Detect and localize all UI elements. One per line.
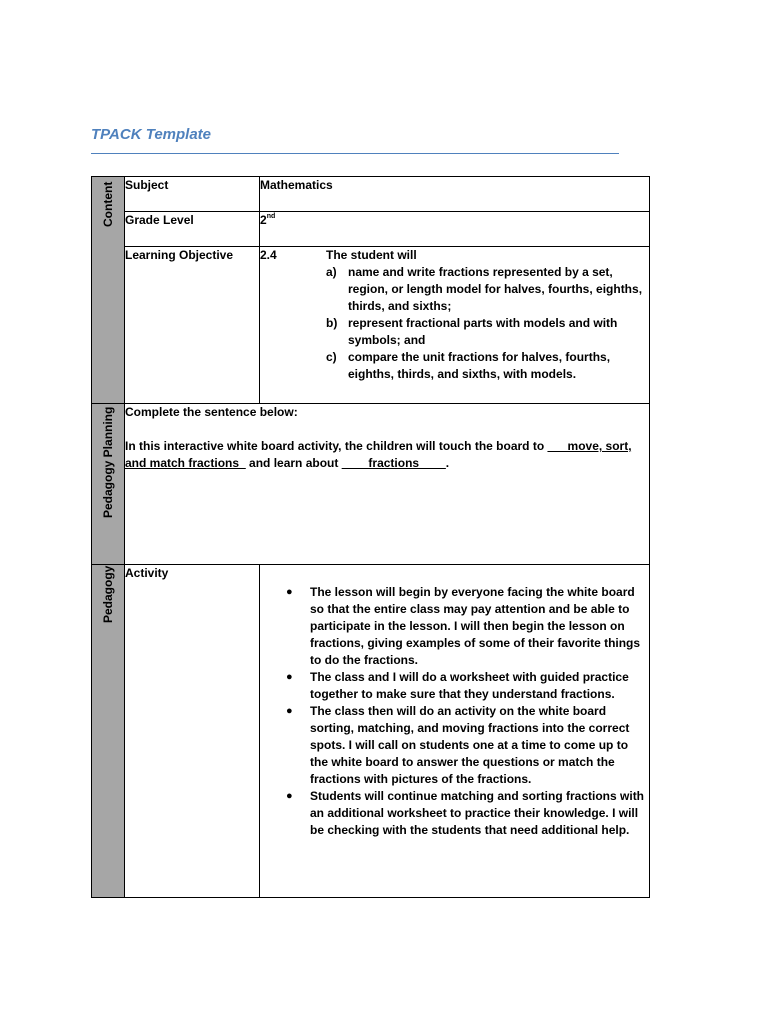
activity-text: The class then will do an activity on the white board sorting, matching, and moving fractions into the correct spots. I will call on students one at a time to come up to the white board to answer the questions or match the fractions with pictures of the fractions. — [310, 704, 630, 786]
activity-item — [286, 788, 649, 839]
objective-marker: b) — [326, 316, 338, 330]
activity-text: The class and I will do a worksheet with guided practice together to make sure that they understand fractions. — [310, 670, 629, 701]
activity-label: Activity — [125, 565, 260, 898]
blank-activity: ___move, sort, and match fractions_ — [125, 439, 632, 470]
grade-row — [92, 212, 650, 247]
document-title: TPACK Template — [91, 126, 212, 143]
activity-text: Students will continue matching and sorting fractions with an additional worksheet to practice their knowledge. I will be checking with the students that need additional help. — [310, 789, 645, 837]
activity-list — [286, 584, 649, 839]
objective-row — [92, 247, 650, 404]
objective-item — [326, 349, 649, 383]
grade-suffix: nd — [266, 213, 276, 220]
bullet-icon: ● — [286, 671, 293, 683]
subject-label: Subject — [125, 177, 260, 212]
activity-item — [286, 703, 649, 788]
activity-item — [286, 584, 649, 669]
objective-head — [260, 247, 649, 264]
subject-row — [92, 177, 650, 212]
bullet-icon: ● — [286, 586, 293, 598]
content-section-label: Content — [101, 181, 115, 227]
objective-intro: The student will — [326, 248, 417, 262]
activity-text: The lesson will begin by everyone facing the white board so that the entire class may pay attention and be able to participate in the lesson. I will then begin the lesson on fractions, giving examples of some of their favorite things to do the fractions. — [310, 585, 641, 667]
sentence-part2: and learn about — [245, 456, 342, 470]
objective-text: represent fractional parts with models and with symbols; and — [348, 316, 618, 347]
bullet-icon: ● — [286, 705, 293, 717]
sentence-end: . — [445, 456, 450, 470]
tpack-table — [91, 176, 650, 898]
objective-item — [326, 315, 649, 349]
sentence-part1: In this interactive white board activity, the children will touch the board to — [125, 439, 548, 453]
pedagogy-planning-band — [92, 404, 125, 565]
planning-row — [92, 404, 650, 565]
grade-label: Grade Level — [125, 212, 260, 247]
spacer — [125, 421, 649, 438]
objective-label: Learning Objective — [125, 247, 260, 404]
activity-cell — [260, 565, 650, 898]
pedagogy-planning-label: Pedagogy Planning — [101, 406, 115, 518]
activity-item — [286, 669, 649, 703]
grade-value — [260, 212, 650, 247]
content-section-band — [92, 177, 125, 404]
planning-prompt: Complete the sentence below: — [125, 405, 298, 419]
blank-topic: ____fractions____ — [341, 456, 446, 470]
bullet-icon: ● — [286, 790, 293, 802]
objective-marker: c) — [326, 350, 337, 364]
planning-sentence — [125, 438, 649, 472]
pedagogy-label: Pedagogy — [101, 565, 115, 623]
title-underline — [91, 153, 619, 154]
objective-text: name and write fractions represented by a set, region, or length model for halves, fourths, eighths, thirds, and sixths; — [348, 265, 643, 313]
objective-marker: a) — [326, 265, 337, 279]
planning-cell — [125, 404, 650, 565]
objective-text: compare the unit fractions for halves, fourths, eighths, thirds, and sixths, with models. — [348, 350, 611, 381]
objective-item — [326, 264, 649, 315]
pedagogy-band — [92, 565, 125, 898]
objective-list — [326, 264, 649, 383]
objective-value — [260, 247, 650, 404]
grade-number: 2 — [260, 213, 267, 227]
activity-row — [92, 565, 650, 898]
objective-number: 2.4 — [260, 248, 277, 262]
subject-value: Mathematics — [260, 177, 650, 212]
